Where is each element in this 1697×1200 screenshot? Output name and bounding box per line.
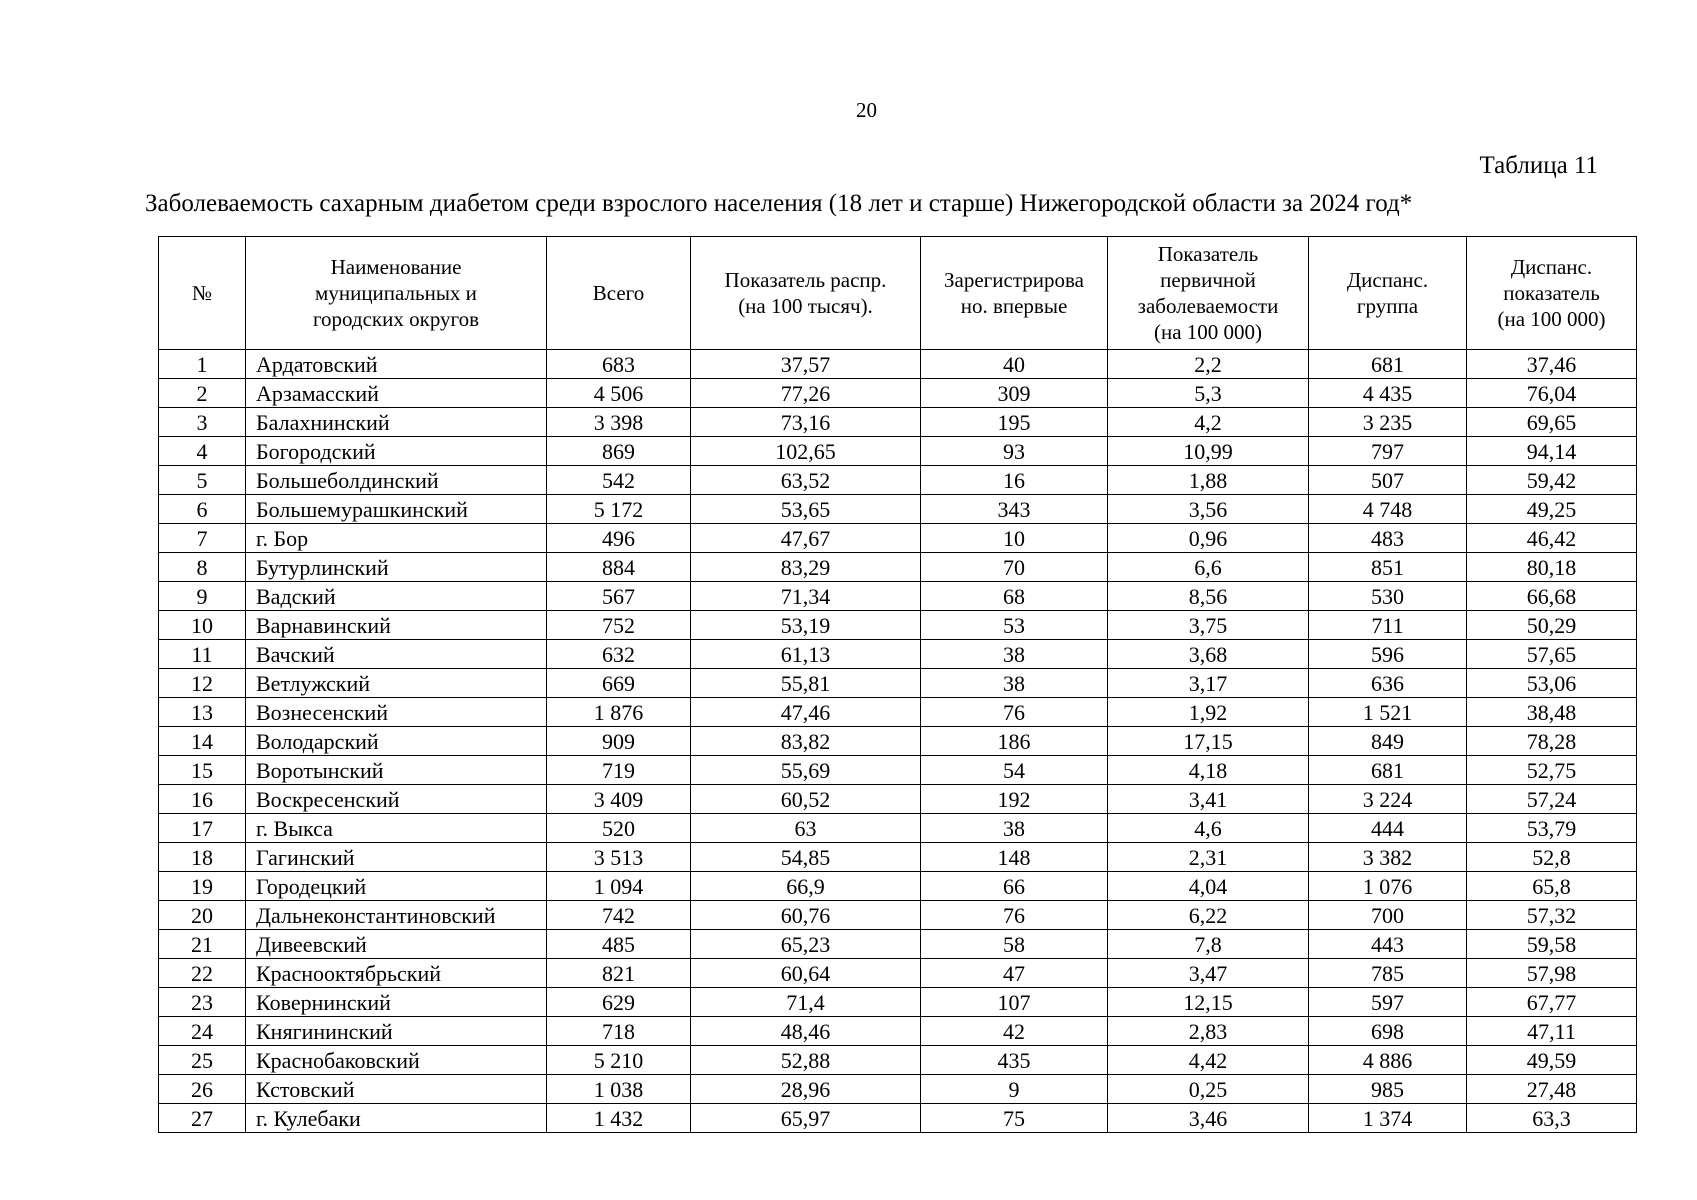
dispensary-rate-cell: 52,75 [1467,756,1637,785]
primary-incidence-cell: 7,8 [1108,930,1309,959]
table-row [159,872,1637,901]
header-line: № [191,281,213,305]
dispensary-group-cell: 681 [1309,756,1467,785]
table-row [159,640,1637,669]
dispensary-rate-cell: 59,42 [1467,466,1637,495]
dispensary-rate-cell: 67,77 [1467,988,1637,1017]
first-registered-cell: 53 [921,611,1108,640]
dispensary-rate-cell: 57,98 [1467,959,1637,988]
primary-incidence-cell: 3,75 [1108,611,1309,640]
total-cell: 629 [547,988,691,1017]
total-cell: 3 398 [547,408,691,437]
primary-incidence-cell: 1,92 [1108,698,1309,727]
first-registered-cell: 58 [921,930,1108,959]
col-prevalence-header [691,237,921,350]
prevalence-cell: 63 [691,814,921,843]
primary-incidence-cell: 2,31 [1108,843,1309,872]
first-registered-cell: 76 [921,698,1108,727]
district-name: Краснобаковский [246,1046,547,1075]
district-name: Бутурлинский [246,553,547,582]
row-number: 25 [159,1046,246,1075]
dispensary-group-cell: 1 374 [1309,1104,1467,1133]
col-number-header [159,237,246,350]
row-number: 23 [159,988,246,1017]
header-line: первичной [1160,268,1256,292]
header-line: Показатель распр. [724,268,887,292]
dispensary-group-cell: 711 [1309,611,1467,640]
primary-incidence-cell: 0,96 [1108,524,1309,553]
dispensary-group-cell: 597 [1309,988,1467,1017]
col-total-header [547,237,691,350]
first-registered-cell: 148 [921,843,1108,872]
header-line: Наименование [330,255,462,279]
prevalence-cell: 60,76 [691,901,921,930]
first-registered-cell: 42 [921,1017,1108,1046]
district-name: Княгининский [246,1017,547,1046]
dispensary-rate-cell: 47,11 [1467,1017,1637,1046]
header-line: но. впервые [960,294,1068,318]
dispensary-rate-cell: 50,29 [1467,611,1637,640]
first-registered-cell: 10 [921,524,1108,553]
district-name: Большемурашкинский [246,495,547,524]
first-registered-cell: 38 [921,669,1108,698]
row-number: 17 [159,814,246,843]
table-row [159,495,1637,524]
dispensary-rate-cell: 69,65 [1467,408,1637,437]
prevalence-cell: 60,52 [691,785,921,814]
col-dispensary-group-header [1309,237,1467,350]
header-line: (на 100 000) [1153,320,1263,344]
header-line: заболеваемости [1137,294,1279,318]
total-cell: 683 [547,350,691,379]
dispensary-group-cell: 1 521 [1309,698,1467,727]
table-row [159,582,1637,611]
row-number: 27 [159,1104,246,1133]
prevalence-cell: 83,29 [691,553,921,582]
total-cell: 4 506 [547,379,691,408]
district-name: Краснооктябрьский [246,959,547,988]
dispensary-rate-cell: 78,28 [1467,727,1637,756]
dispensary-group-cell: 4 435 [1309,379,1467,408]
header-line: Диспанс. [1510,255,1593,279]
total-cell: 496 [547,524,691,553]
prevalence-cell: 53,19 [691,611,921,640]
header-line: Диспанс. [1346,268,1429,292]
dispensary-group-cell: 3 382 [1309,843,1467,872]
dispensary-rate-cell: 57,65 [1467,640,1637,669]
dispensary-rate-cell: 46,42 [1467,524,1637,553]
district-name: Городецкий [246,872,547,901]
prevalence-cell: 83,82 [691,727,921,756]
prevalence-cell: 71,4 [691,988,921,1017]
total-cell: 567 [547,582,691,611]
district-name: Вадский [246,582,547,611]
prevalence-cell: 48,46 [691,1017,921,1046]
first-registered-cell: 54 [921,756,1108,785]
table-row [159,408,1637,437]
total-cell: 719 [547,756,691,785]
first-registered-cell: 186 [921,727,1108,756]
primary-incidence-cell: 4,6 [1108,814,1309,843]
dispensary-rate-cell: 53,06 [1467,669,1637,698]
row-number: 20 [159,901,246,930]
table-row [159,1075,1637,1104]
prevalence-cell: 71,34 [691,582,921,611]
prevalence-cell: 73,16 [691,408,921,437]
first-registered-cell: 70 [921,553,1108,582]
prevalence-cell: 47,46 [691,698,921,727]
total-cell: 718 [547,1017,691,1046]
table-row [159,843,1637,872]
row-number: 1 [159,350,246,379]
primary-incidence-cell: 12,15 [1108,988,1309,1017]
table-row [159,930,1637,959]
diabetes-incidence-table [158,236,1637,1133]
district-name: Володарский [246,727,547,756]
row-number: 22 [159,959,246,988]
primary-incidence-cell: 3,68 [1108,640,1309,669]
dispensary-group-cell: 797 [1309,437,1467,466]
primary-incidence-cell: 8,56 [1108,582,1309,611]
dispensary-group-cell: 596 [1309,640,1467,669]
dispensary-rate-cell: 65,8 [1467,872,1637,901]
prevalence-cell: 65,97 [691,1104,921,1133]
first-registered-cell: 195 [921,408,1108,437]
district-name: Балахнинский [246,408,547,437]
dispensary-rate-cell: 52,8 [1467,843,1637,872]
table-row [159,814,1637,843]
col-district-header [246,237,547,350]
dispensary-rate-cell: 80,18 [1467,553,1637,582]
primary-incidence-cell: 6,6 [1108,553,1309,582]
table-title: Заболеваемость сахарным диабетом среди взрослого населения (18 лет и старше) Нижегородской области за 2024 год* [145,190,1413,217]
district-name: Гагинский [246,843,547,872]
primary-incidence-cell: 4,42 [1108,1046,1309,1075]
first-registered-cell: 343 [921,495,1108,524]
first-registered-cell: 38 [921,814,1108,843]
dispensary-group-cell: 700 [1309,901,1467,930]
dispensary-group-cell: 4 748 [1309,495,1467,524]
district-name: Варнавинский [246,611,547,640]
dispensary-group-cell: 851 [1309,553,1467,582]
header-line: (на 100 000) [1497,307,1606,331]
table-row [159,901,1637,930]
row-number: 24 [159,1017,246,1046]
dispensary-group-cell: 849 [1309,727,1467,756]
total-cell: 520 [547,814,691,843]
total-cell: 1 876 [547,698,691,727]
row-number: 10 [159,611,246,640]
row-number: 19 [159,872,246,901]
table-row [159,669,1637,698]
prevalence-cell: 63,52 [691,466,921,495]
table-row [159,756,1637,785]
district-name: Богородский [246,437,547,466]
dispensary-group-cell: 507 [1309,466,1467,495]
district-name: Ардатовский [246,350,547,379]
first-registered-cell: 16 [921,466,1108,495]
total-cell: 1 038 [547,1075,691,1104]
primary-incidence-cell: 3,46 [1108,1104,1309,1133]
dispensary-rate-cell: 66,68 [1467,582,1637,611]
total-cell: 1 432 [547,1104,691,1133]
table-row [159,437,1637,466]
total-cell: 909 [547,727,691,756]
table-row [159,727,1637,756]
prevalence-cell: 54,85 [691,843,921,872]
header-line: группа [1356,294,1419,318]
row-number: 11 [159,640,246,669]
prevalence-cell: 102,65 [691,437,921,466]
total-cell: 5 210 [547,1046,691,1075]
first-registered-cell: 107 [921,988,1108,1017]
district-name: г. Кулебаки [246,1104,547,1133]
prevalence-cell: 47,67 [691,524,921,553]
district-name: Вознесенский [246,698,547,727]
prevalence-cell: 55,69 [691,756,921,785]
district-name: Ковернинский [246,988,547,1017]
dispensary-group-cell: 1 076 [1309,872,1467,901]
first-registered-cell: 9 [921,1075,1108,1104]
district-name: Воскресенский [246,785,547,814]
first-registered-cell: 68 [921,582,1108,611]
primary-incidence-cell: 5,3 [1108,379,1309,408]
prevalence-cell: 66,9 [691,872,921,901]
first-registered-cell: 38 [921,640,1108,669]
total-cell: 542 [547,466,691,495]
total-cell: 752 [547,611,691,640]
col-first-registered-header [921,237,1108,350]
dispensary-rate-cell: 94,14 [1467,437,1637,466]
primary-incidence-cell: 3,47 [1108,959,1309,988]
prevalence-cell: 52,88 [691,1046,921,1075]
dispensary-group-cell: 4 886 [1309,1046,1467,1075]
dispensary-rate-cell: 37,46 [1467,350,1637,379]
first-registered-cell: 76 [921,901,1108,930]
primary-incidence-cell: 1,88 [1108,466,1309,495]
row-number: 12 [159,669,246,698]
district-name: Кстовский [246,1075,547,1104]
table-row [159,1104,1637,1133]
total-cell: 3 409 [547,785,691,814]
header-line: показатель [1503,281,1600,305]
prevalence-cell: 61,13 [691,640,921,669]
table-row [159,1046,1637,1075]
row-number: 8 [159,553,246,582]
row-number: 18 [159,843,246,872]
table-row [159,553,1637,582]
header-line: Показатель [1157,242,1259,266]
row-number: 26 [159,1075,246,1104]
first-registered-cell: 192 [921,785,1108,814]
prevalence-cell: 60,64 [691,959,921,988]
dispensary-group-cell: 3 235 [1309,408,1467,437]
dispensary-rate-cell: 38,48 [1467,698,1637,727]
dispensary-rate-cell: 57,32 [1467,901,1637,930]
dispensary-rate-cell: 57,24 [1467,785,1637,814]
prevalence-cell: 77,26 [691,379,921,408]
total-cell: 5 172 [547,495,691,524]
row-number: 16 [159,785,246,814]
table-row [159,611,1637,640]
total-cell: 485 [547,930,691,959]
dispensary-group-cell: 3 224 [1309,785,1467,814]
district-name: Дальнеконстантиновский [246,901,547,930]
row-number: 4 [159,437,246,466]
district-name: Большеболдинский [246,466,547,495]
primary-incidence-cell: 2,83 [1108,1017,1309,1046]
first-registered-cell: 435 [921,1046,1108,1075]
total-cell: 669 [547,669,691,698]
table-row [159,350,1637,379]
header-line: муниципальных и [315,281,477,305]
first-registered-cell: 47 [921,959,1108,988]
prevalence-cell: 53,65 [691,495,921,524]
dispensary-group-cell: 985 [1309,1075,1467,1104]
table-row [159,988,1637,1017]
table-row [159,379,1637,408]
primary-incidence-cell: 4,04 [1108,872,1309,901]
district-name: Дивеевский [246,930,547,959]
dispensary-rate-cell: 53,79 [1467,814,1637,843]
primary-incidence-cell: 3,56 [1108,495,1309,524]
header-line: городских округов [312,307,480,331]
prevalence-cell: 28,96 [691,1075,921,1104]
district-name: Вачский [246,640,547,669]
total-cell: 3 513 [547,843,691,872]
col-dispensary-rate-header [1467,237,1637,350]
prevalence-cell: 65,23 [691,930,921,959]
district-name: Арзамасский [246,379,547,408]
dispensary-group-cell: 785 [1309,959,1467,988]
table-row [159,524,1637,553]
prevalence-cell: 37,57 [691,350,921,379]
row-number: 3 [159,408,246,437]
dispensary-rate-cell: 76,04 [1467,379,1637,408]
first-registered-cell: 66 [921,872,1108,901]
primary-incidence-cell: 10,99 [1108,437,1309,466]
table-body [159,350,1637,1133]
row-number: 7 [159,524,246,553]
prevalence-cell: 55,81 [691,669,921,698]
first-registered-cell: 75 [921,1104,1108,1133]
dispensary-group-cell: 636 [1309,669,1467,698]
dispensary-group-cell: 444 [1309,814,1467,843]
total-cell: 632 [547,640,691,669]
header-line: Зарегистрирова [944,268,1084,292]
district-name: г. Бор [246,524,547,553]
table-row [159,466,1637,495]
table-row [159,785,1637,814]
row-number: 14 [159,727,246,756]
row-number: 13 [159,698,246,727]
primary-incidence-cell: 3,41 [1108,785,1309,814]
primary-incidence-cell: 4,2 [1108,408,1309,437]
table-label: Таблица 11 [1479,152,1598,179]
col-primary-incidence-header [1108,237,1309,350]
dispensary-rate-cell: 49,59 [1467,1046,1637,1075]
row-number: 5 [159,466,246,495]
total-cell: 742 [547,901,691,930]
primary-incidence-cell: 3,17 [1108,669,1309,698]
header-line: (на 100 тысяч). [738,294,873,318]
primary-incidence-cell: 2,2 [1108,350,1309,379]
total-cell: 884 [547,553,691,582]
header-line: Всего [592,281,645,305]
first-registered-cell: 309 [921,379,1108,408]
primary-incidence-cell: 6,22 [1108,901,1309,930]
total-cell: 1 094 [547,872,691,901]
table-header-row [159,237,1637,350]
table-row [159,698,1637,727]
dispensary-group-cell: 443 [1309,930,1467,959]
table-row [159,959,1637,988]
primary-incidence-cell: 0,25 [1108,1075,1309,1104]
dispensary-group-cell: 681 [1309,350,1467,379]
row-number: 15 [159,756,246,785]
total-cell: 821 [547,959,691,988]
row-number: 21 [159,930,246,959]
dispensary-rate-cell: 27,48 [1467,1075,1637,1104]
dispensary-rate-cell: 63,3 [1467,1104,1637,1133]
district-name: г. Выкса [246,814,547,843]
dispensary-group-cell: 483 [1309,524,1467,553]
total-cell: 869 [547,437,691,466]
row-number: 2 [159,379,246,408]
row-number: 9 [159,582,246,611]
dispensary-rate-cell: 59,58 [1467,930,1637,959]
page-number: 20 [856,98,877,122]
dispensary-rate-cell: 49,25 [1467,495,1637,524]
district-name: Ветлужский [246,669,547,698]
district-name: Воротынский [246,756,547,785]
primary-incidence-cell: 17,15 [1108,727,1309,756]
dispensary-group-cell: 698 [1309,1017,1467,1046]
primary-incidence-cell: 4,18 [1108,756,1309,785]
first-registered-cell: 40 [921,350,1108,379]
dispensary-group-cell: 530 [1309,582,1467,611]
row-number: 6 [159,495,246,524]
table-row [159,1017,1637,1046]
first-registered-cell: 93 [921,437,1108,466]
